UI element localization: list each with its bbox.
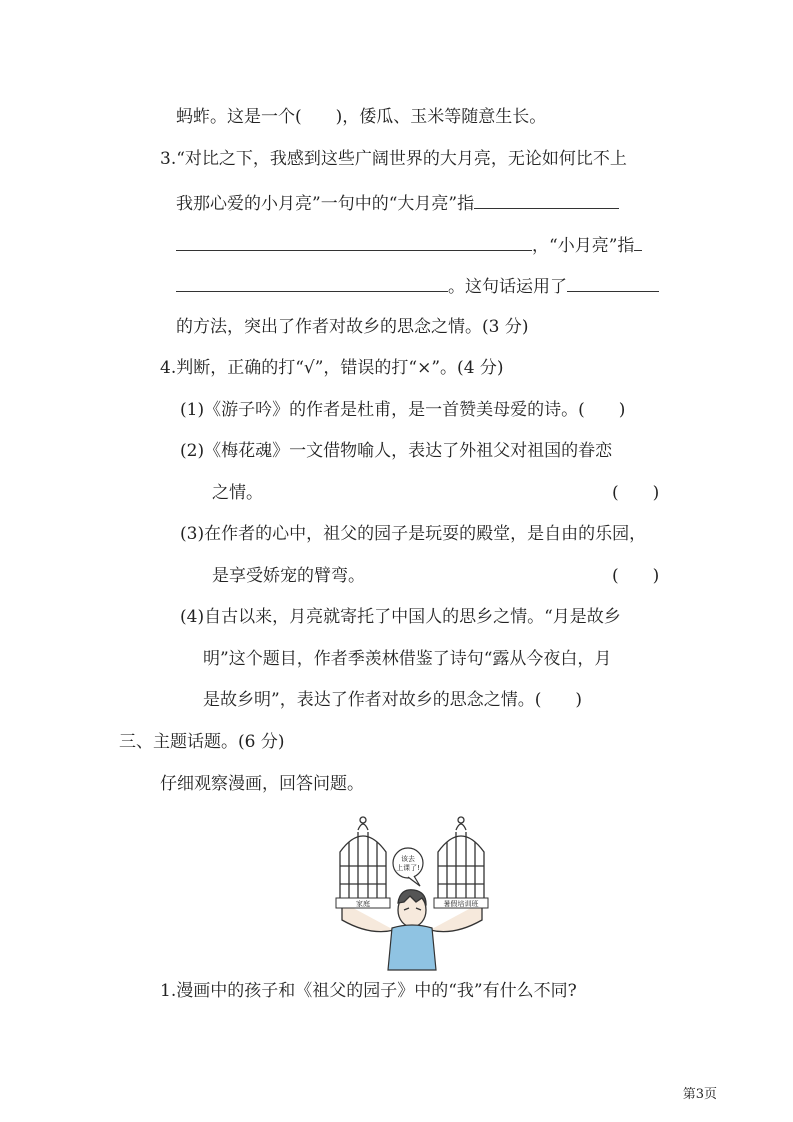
section3-heading: 三、主题话题。(6 分): [119, 732, 285, 752]
page-number: 第3页: [682, 1087, 717, 1102]
q4-item2-answer-paren[interactable]: ( ): [612, 483, 660, 503]
q3-blank-small-moon-cont[interactable]: [176, 273, 448, 292]
q4-item3-line1: (3)在作者的心中，祖父的园子是玩耍的殿堂，是自由的乐园，: [180, 524, 647, 544]
q4-item4-line3: 是故乡明”，表达了作者对故乡的思念之情。( ): [203, 690, 582, 710]
comic-bubble-line1: 该去: [401, 855, 415, 863]
q4-item4-line2: 明”这个题目，作者季羡林借鉴了诗句“露从今夜白，月: [203, 649, 612, 669]
q3-line3: [176, 232, 642, 258]
section3-instruction: 仔细观察漫画，回答问题。: [160, 774, 364, 794]
q3-blank-method[interactable]: [567, 273, 659, 292]
q4-item1: (1)《游子吟》的作者是杜甫，是一首赞美母爱的诗。( ): [180, 400, 626, 420]
q3-line5: 的方法，突出了作者对故乡的思念之情。(3 分): [176, 317, 529, 337]
q4-item2-line2: 之情。: [212, 483, 263, 503]
q3-line3-text: ，“小月亮”指: [532, 236, 635, 256]
q4-item3-line2: 是享受娇宠的臂弯。: [212, 566, 365, 586]
q4-item2-line1: (2)《梅花魂》一文借物喻人，表达了外祖父对祖国的眷恋: [180, 441, 613, 461]
q3-blank-small-moon[interactable]: [634, 232, 642, 251]
q3-line4: [176, 273, 659, 299]
comic-illustration: [330, 810, 500, 975]
q3-blank-big-moon[interactable]: [474, 190, 619, 209]
comic-left-cage-label: 家庭: [356, 900, 370, 908]
comic-bubble-line2: 上课了!: [396, 864, 420, 872]
section3-q1: 1.漫画中的孩子和《祖父的园子》中的“我”有什么不同?: [160, 981, 577, 1001]
q3-blank-big-moon-cont[interactable]: [176, 232, 532, 251]
q3-line2-text: 我那心爱的小月亮”一句中的“大月亮”指: [176, 194, 475, 214]
q4-item4-line1: (4)自古以来，月亮就寄托了中国人的思乡之情。“月是故乡: [180, 607, 621, 627]
q3-line4-text: 。这句话运用了: [448, 277, 567, 297]
q2-tail: 蚂蚱。这是一个( )，倭瓜、玉米等随意生长。: [176, 107, 547, 127]
q4-item3-answer-paren[interactable]: ( ): [612, 566, 660, 586]
q3-line2: [176, 190, 619, 216]
comic-right-cage-label: 暑假培训班: [443, 900, 479, 908]
q4-heading: 4.判断，正确的打“√”，错误的打“×”。(4 分): [160, 358, 504, 378]
q3-line1: 3.“对比之下，我感到这些广阔世界的大月亮，无论如何比不上: [160, 149, 627, 169]
